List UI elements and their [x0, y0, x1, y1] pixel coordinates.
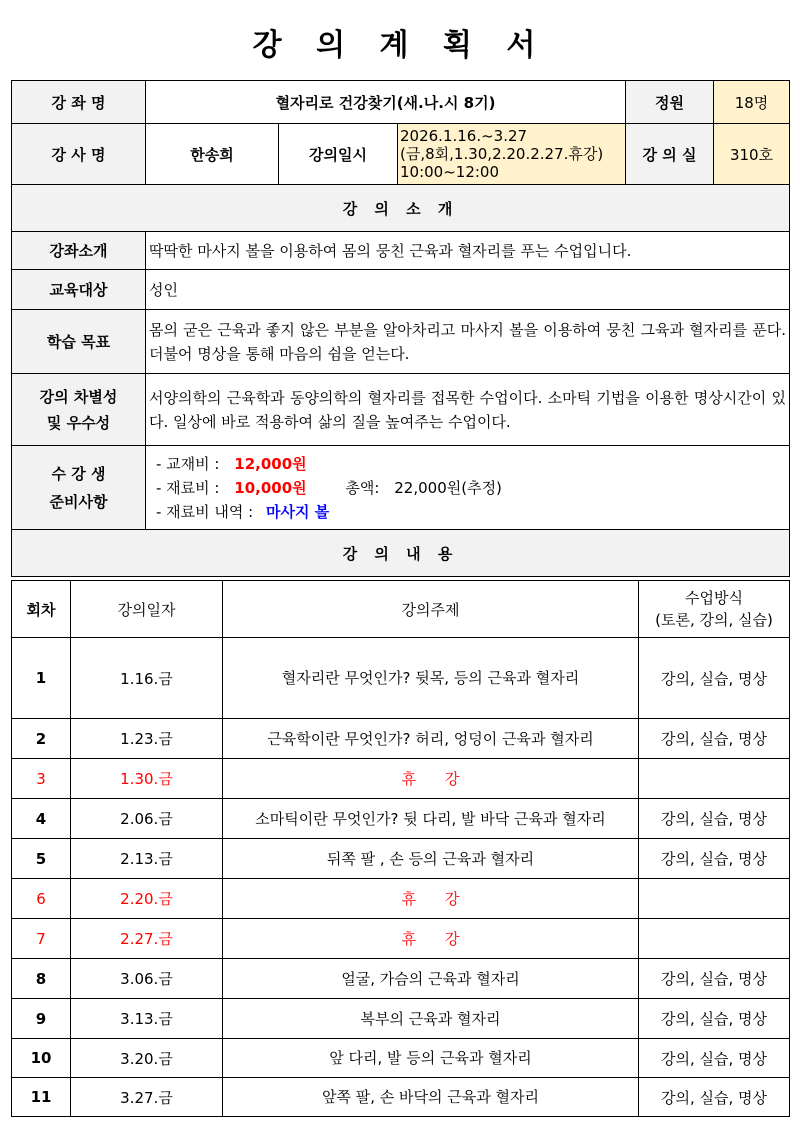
table-row [12, 1039, 790, 1078]
textbook-fee-line [146, 452, 789, 476]
course-name: 혈자리로 건강찾기(새.나.시 8기) [146, 81, 626, 124]
material-detail: 마사지 볼 [266, 502, 330, 521]
material-detail-line [146, 500, 789, 524]
topic-cell: 혈자리란 무엇인가? 뒷목, 등의 근육과 혈자리 [223, 638, 639, 719]
instructor-name: 한송희 [146, 124, 279, 185]
date-cell: 3.20.금 [71, 1039, 223, 1078]
content-section-title: 강 의 내 용 [12, 530, 790, 577]
intro-section-title: 강 의 소 개 [12, 185, 790, 232]
table-row [12, 999, 790, 1039]
method-cell: 강의, 실습, 명상 [639, 999, 790, 1039]
table-row [12, 959, 790, 999]
session-cell: 7 [12, 919, 71, 959]
date-cell: 2.06.금 [71, 799, 223, 839]
session-cell: 5 [12, 839, 71, 879]
method-cell [639, 759, 790, 799]
goal-label: 학습 목표 [12, 310, 146, 374]
method-header [639, 581, 790, 638]
date-cell: 1.23.금 [71, 719, 223, 759]
overview-label: 강좌소개 [12, 232, 146, 270]
topic-cell: 얼굴, 가슴의 근육과 혈자리 [223, 959, 639, 999]
session-cell: 10 [12, 1039, 71, 1078]
date-cell: 3.13.금 [71, 999, 223, 1039]
topic-cell: 휴 강 [223, 759, 639, 799]
prep-label [12, 446, 146, 530]
topic-cell: 휴 강 [223, 919, 639, 959]
method-cell: 강의, 실습, 명상 [639, 1078, 790, 1117]
table-row [12, 1078, 790, 1117]
capacity-label: 정원 [626, 81, 714, 124]
capacity-value: 18명 [714, 81, 790, 124]
total-amount: 22,000원(추정) [394, 478, 502, 497]
material-fee: 10,000원 [234, 478, 307, 497]
textbook-fee: 12,000원 [234, 454, 307, 473]
topic-cell: 복부의 근육과 혈자리 [223, 999, 639, 1039]
session-cell: 9 [12, 999, 71, 1039]
schedule-table [11, 580, 790, 1117]
course-intro-table [11, 184, 790, 577]
method-header-line1: 수업방식 [685, 589, 743, 607]
room-value: 310호 [714, 124, 790, 185]
distinct-text: 서양의학의 근육학과 동양의학의 혈자리를 접목한 수업이다. 소마틱 기법을 이용한 명상시간이 있다. 일상에 바로 적용하여 삶의 질을 높여주는 수업이다. [146, 374, 790, 446]
date-cell: 2.20.금 [71, 879, 223, 919]
datetime-time: 10:00~12:00 [400, 163, 500, 181]
target-text: 성인 [146, 270, 790, 310]
date-cell: 3.27.금 [71, 1078, 223, 1117]
instructor-label: 강 사 명 [12, 124, 146, 185]
room-label: 강 의 실 [626, 124, 714, 185]
distinct-label [12, 374, 146, 446]
total-label: 총액: [345, 478, 380, 497]
method-cell: 강의, 실습, 명상 [639, 1039, 790, 1078]
topic-cell: 앞 다리, 발 등의 근육과 혈자리 [223, 1039, 639, 1078]
date-header: 강의일자 [71, 581, 223, 638]
target-label: 교육대상 [12, 270, 146, 310]
date-cell: 1.16.금 [71, 638, 223, 719]
datetime-range: 2026.1.16.~3.27 [400, 127, 528, 145]
topic-cell: 소마틱이란 무엇인가? 뒷 다리, 발 바닥 근육과 혈자리 [223, 799, 639, 839]
datetime-note: (금,8회,1.30,2.20.2.27.휴강) [400, 145, 604, 163]
session-cell: 1 [12, 638, 71, 719]
topic-cell: 뒤쪽 팔 , 손 등의 근육과 혈자리 [223, 839, 639, 879]
material-detail-label: - 재료비 내역 : [156, 502, 254, 521]
date-cell: 2.13.금 [71, 839, 223, 879]
overview-text: 딱딱한 마사지 볼을 이용하여 몸의 뭉친 근육과 혈자리를 푸는 수업입니다. [146, 232, 790, 270]
session-cell: 2 [12, 719, 71, 759]
datetime-value [398, 124, 626, 185]
course-info-table [11, 80, 790, 185]
method-cell: 강의, 실습, 명상 [639, 719, 790, 759]
method-cell [639, 879, 790, 919]
schedule-body [12, 638, 790, 1117]
table-row [12, 719, 790, 759]
table-row [12, 799, 790, 839]
method-cell: 강의, 실습, 명상 [639, 638, 790, 719]
goal-text: 몸의 굳은 근육과 좋지 않은 부분을 알아차리고 마사지 볼을 이용하여 뭉친 그육과 혈자리를 푼다. 더불어 명상을 통해 마음의 쉼을 얻는다. [146, 310, 790, 374]
method-cell: 강의, 실습, 명상 [639, 799, 790, 839]
material-fee-label: - 재료비 : [156, 478, 220, 497]
datetime-label: 강의일시 [279, 124, 398, 185]
method-cell: 강의, 실습, 명상 [639, 839, 790, 879]
session-header: 회차 [12, 581, 71, 638]
prep-label-line2: 준비사항 [49, 492, 108, 511]
table-row [12, 879, 790, 919]
method-cell: 강의, 실습, 명상 [639, 959, 790, 999]
table-row [12, 919, 790, 959]
table-row [12, 839, 790, 879]
method-cell [639, 919, 790, 959]
course-name-label: 강 좌 명 [12, 81, 146, 124]
date-cell: 2.27.금 [71, 919, 223, 959]
session-cell: 4 [12, 799, 71, 839]
topic-header: 강의주제 [223, 581, 639, 638]
topic-cell: 근육학이란 무엇인가? 허리, 엉덩이 근육과 혈자리 [223, 719, 639, 759]
table-row [12, 759, 790, 799]
table-row [12, 638, 790, 719]
date-cell: 3.06.금 [71, 959, 223, 999]
session-cell: 8 [12, 959, 71, 999]
method-header-line2: (토론, 강의, 실습) [655, 611, 773, 629]
prep-label-line1: 수 강 생 [51, 464, 106, 483]
material-fee-line [146, 476, 789, 500]
distinct-label-line2: 및 우수성 [46, 413, 111, 432]
session-cell: 3 [12, 759, 71, 799]
textbook-fee-label: - 교재비 : [156, 454, 220, 473]
session-cell: 11 [12, 1078, 71, 1117]
prep-details [146, 446, 790, 530]
date-cell: 1.30.금 [71, 759, 223, 799]
topic-cell: 휴 강 [223, 879, 639, 919]
session-cell: 6 [12, 879, 71, 919]
topic-cell: 앞쪽 팔, 손 바닥의 근육과 혈자리 [223, 1078, 639, 1117]
distinct-label-line1: 강의 차별성 [39, 387, 118, 406]
page-title: 강 의 계 획 서 [252, 28, 548, 63]
